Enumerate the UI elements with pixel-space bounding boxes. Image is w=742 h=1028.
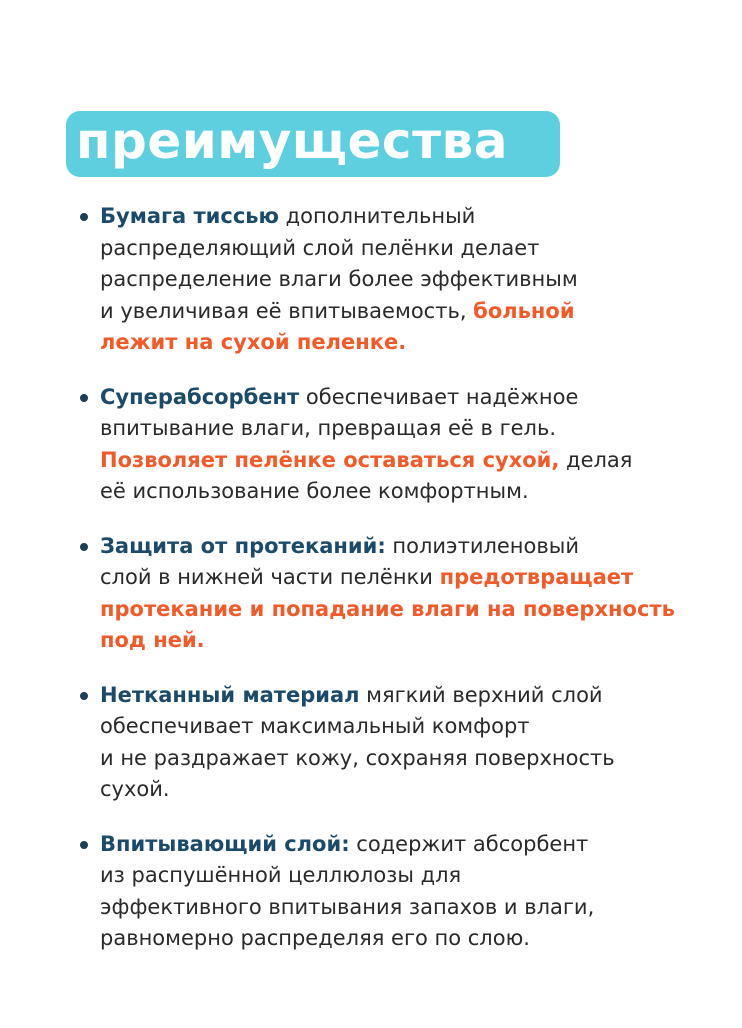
item-highlight: под ней. bbox=[100, 628, 205, 652]
bullet-icon bbox=[80, 841, 88, 849]
item-line: и не раздражает кожу, сохраняя поверхность bbox=[100, 745, 615, 770]
item-keyword: Бумага тиссью bbox=[100, 204, 279, 228]
item-line bbox=[100, 445, 718, 477]
item-text: дополнительный bbox=[278, 204, 476, 228]
item-line: распределяющий слой пелёнки делает bbox=[100, 235, 540, 260]
item-keyword: Нетканный материал bbox=[100, 682, 360, 707]
item-line: её использование более комфортным. bbox=[100, 479, 529, 503]
item-highlight: протекание и попадание влаги на поверхность bbox=[100, 596, 675, 621]
item-line: эффективного впитывания запахов и влаги, bbox=[100, 894, 595, 919]
item-line bbox=[100, 531, 718, 563]
item-text: делая bbox=[559, 447, 633, 472]
list-item-tissue bbox=[78, 201, 718, 359]
item-highlight: Позволяет пелёнке оставаться сухой, bbox=[100, 447, 560, 472]
page-title: преимущества bbox=[76, 112, 508, 170]
item-line bbox=[100, 201, 718, 233]
bullet-icon bbox=[80, 692, 88, 700]
item-line bbox=[100, 296, 718, 328]
item-line bbox=[100, 680, 718, 712]
title-badge bbox=[66, 111, 560, 177]
item-highlight: предотвращает bbox=[439, 565, 634, 589]
item-line bbox=[100, 829, 718, 861]
item-line: обеспечивает максимальный комфорт bbox=[100, 714, 530, 738]
item-keyword: Впитывающий слой: bbox=[100, 831, 350, 856]
benefits-list bbox=[78, 201, 718, 978]
item-line bbox=[100, 382, 718, 414]
bullet-icon bbox=[80, 394, 88, 402]
item-line: впитывание влаги, превращая её в гель. bbox=[100, 416, 556, 440]
item-line: равномерно распределяя его по слою. bbox=[100, 926, 530, 950]
item-keyword: Суперабсорбент bbox=[100, 384, 300, 409]
item-line: сухой. bbox=[100, 777, 170, 801]
list-item-nonwoven bbox=[78, 680, 718, 806]
bullet-icon bbox=[80, 543, 88, 551]
list-item-absorbent-layer bbox=[78, 829, 718, 955]
item-highlight: больной bbox=[473, 298, 575, 323]
item-text: обеспечивает надёжное bbox=[299, 384, 579, 409]
item-text: мягкий верхний слой bbox=[359, 682, 603, 707]
item-text: слой в нижней части пелёнки bbox=[100, 565, 440, 589]
item-text: полиэтиленовый bbox=[385, 533, 579, 558]
item-line: распределение влаги более эффективным bbox=[100, 267, 578, 291]
item-text: и увеличивая её впитываемость, bbox=[100, 298, 474, 323]
bullet-icon bbox=[80, 213, 88, 221]
list-item-leak-protection bbox=[78, 531, 718, 657]
item-keyword: Защита от протеканий: bbox=[100, 533, 386, 558]
item-line: из распушённой целлюлозы для bbox=[100, 863, 462, 887]
list-item-superabsorbent bbox=[78, 382, 718, 508]
item-text: содержит абсорбент bbox=[349, 831, 589, 856]
item-line bbox=[100, 562, 718, 594]
item-highlight: лежит на сухой пеленке. bbox=[100, 330, 407, 354]
